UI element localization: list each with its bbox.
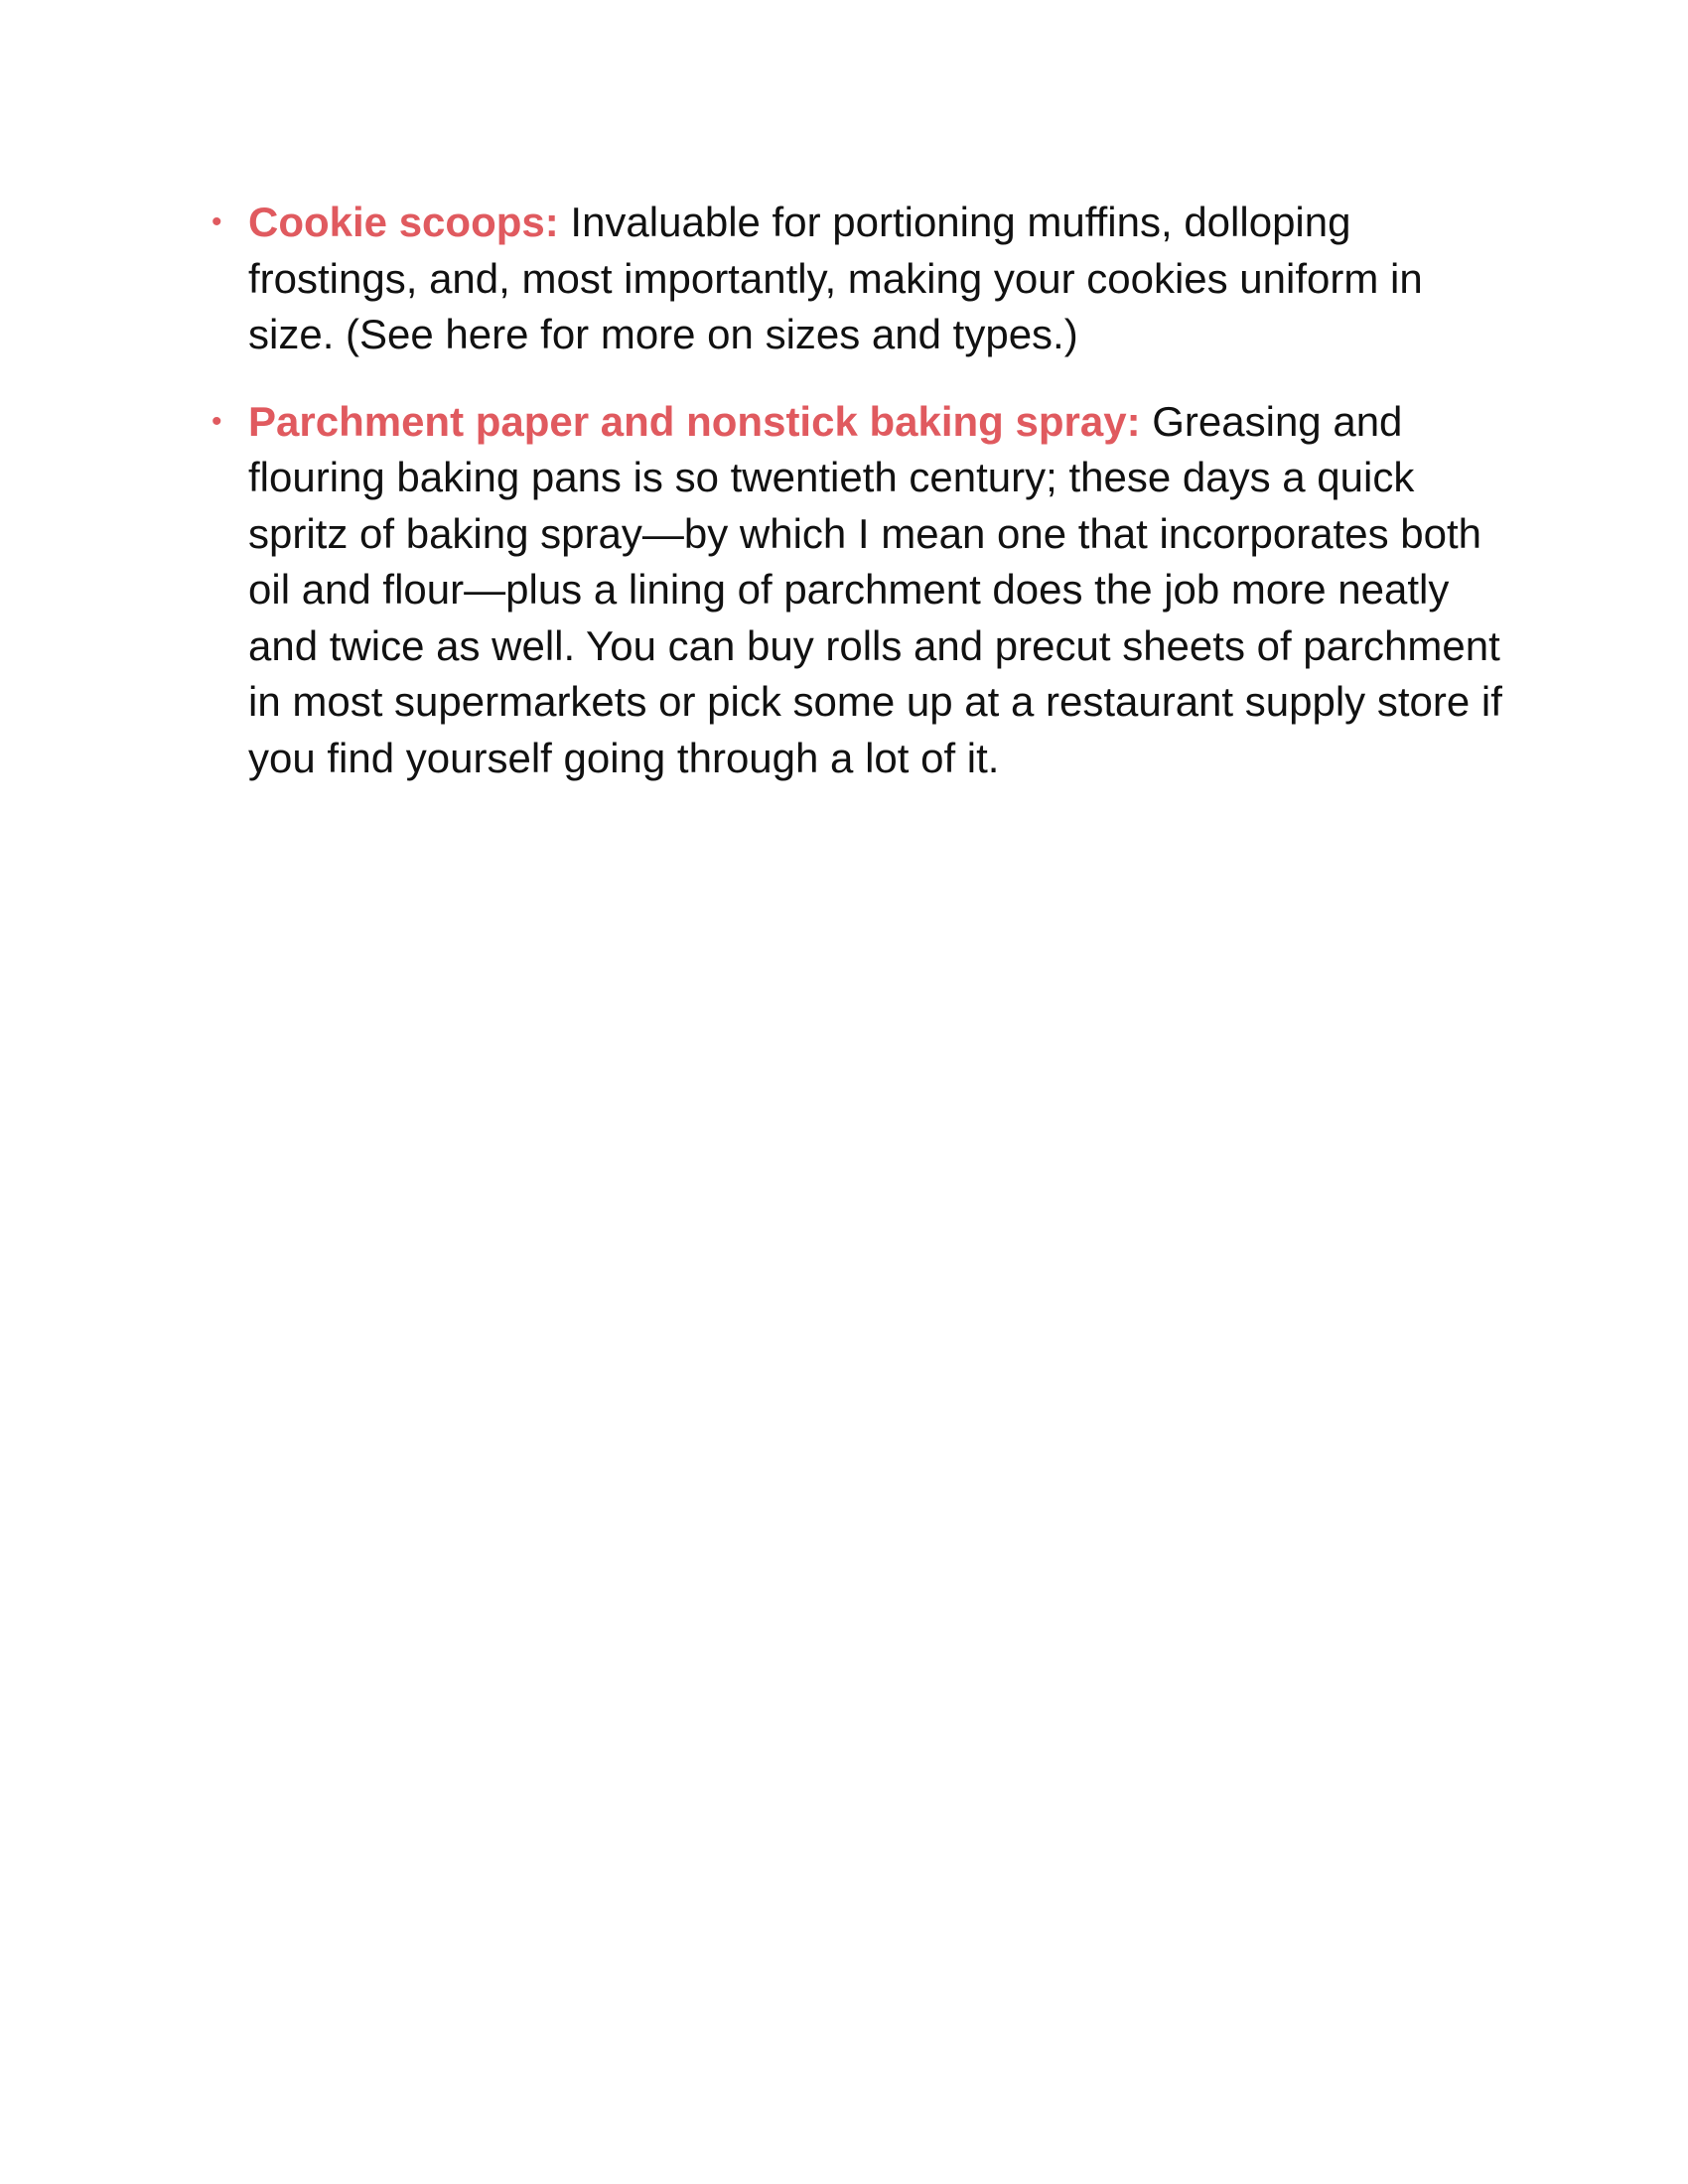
tip-list: [211, 195, 1502, 817]
tip-term: Cookie scoops:: [248, 199, 559, 245]
bullet-icon: •: [211, 205, 222, 238]
tip-term: Parchment paper and nonstick baking spray:: [248, 397, 1141, 445]
tip-text: Invaluable for portioning muffins, dolloping frostings, and, most importantly, making your cookies uniform in size. (See here for more on sizes and types.): [248, 199, 1423, 357]
tip-text: Greasing and flouring baking pans is so twentieth century; these days a quick spritz of baking spray—by which I mean one that incorporates both oil and flour—plus a lining of parchment does the job more neatly and twice as well. You can buy rolls and precut sheets of parchment in most supermarkets or pick some up at a restaurant supply store if you find yourself going through a lot of it.: [248, 397, 1502, 781]
bullet-icon: •: [211, 404, 222, 438]
tip-parchment-paper: [211, 394, 1502, 787]
tip-cookie-scoops: [211, 195, 1502, 363]
